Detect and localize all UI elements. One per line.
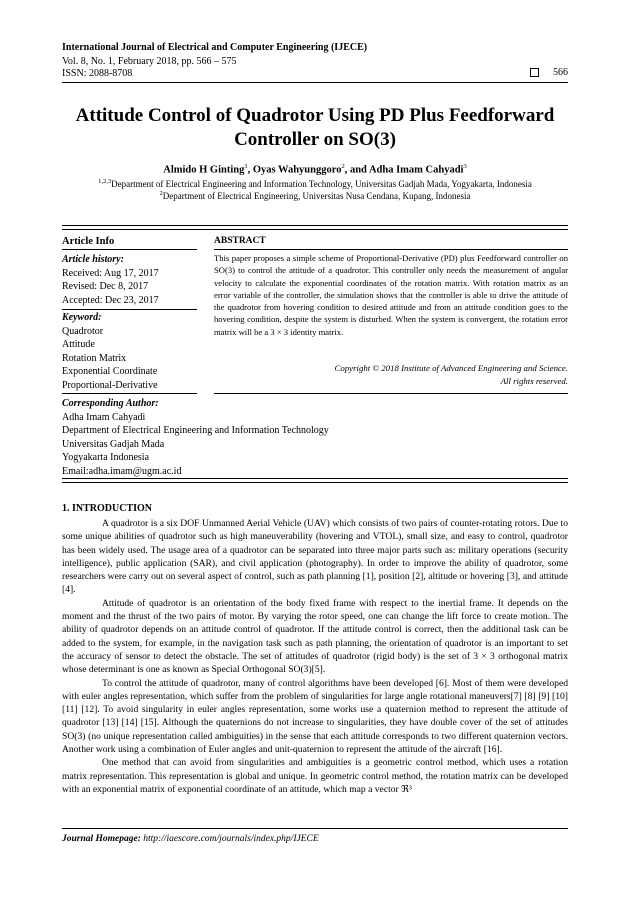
copyright-notice [214,362,568,387]
title-line-2: Controller on SO(3) [234,129,396,150]
paragraph: A quadrotor is a six DOF Unmanned Aerial Vehicle (UAV) which consists of two pairs of counter-rotating rotors. Due to some unique abilities of quadrotor such as high maneuverability (hovering and VTOL), small size, and easy to control, quadrotor has been widely used. The usage area of a quadrotor can be separated into three major parts such as: military operations (security intelligence), public application (SAR), and civil application (photography). In order to improve the ability of quadrotor, some researchers were carry out on several aspect of control, such as path planning [1], position [2], altitude or hovering [3], and attitude [4]. [62,518,568,596]
history-rule [62,309,197,310]
abstract-text: This paper proposes a simple scheme of Proportional-Derivative (PD) plus Feedforward controller on SO(3) to control the attitude of a quadrotor. This controller only needs the measurement of angular velocity to calculate the exponential coordinates of the rotation matrix. With rotation matrix as an error variable of the controller, the simulation shows that the controller is able to drive the attitude of the quadrotor from hovering condition to desired attitude and from an attitude condition goes to the hovering condition, despite the system is disturbed. When the system is convergent, the rotation error matrix will be a 3 × 3 identity matrix. [214,253,568,337]
history-label: Article history: [62,254,124,265]
footer-rule [62,828,568,829]
journal-name: International Journal of Electrical and Computer Engineering (IJECE) [62,42,368,53]
copyright-line-1: Copyright © 2018 Institute of Advanced Engineering and Science. [334,363,568,373]
copyright-line-2: All rights reserved. [500,375,568,386]
affiliation-sup: 2 [159,190,163,197]
corresponding-dept: Department of Electrical Engineering and Information Technology [62,425,329,436]
page-number: 566 [553,67,568,78]
section-heading: 1. INTRODUCTION [62,503,153,514]
keyword-label: Keyword: [62,312,102,323]
keyword-item: Quadrotor [62,325,104,337]
title-line-1: Attitude Control of Quadrotor Using PD Plus Feedforward [75,105,555,126]
keyword-item: Rotation Matrix [62,352,127,364]
author-separator: , and [344,164,369,176]
author-separator: , [247,164,253,176]
author-name: Almido H Ginting [163,164,245,176]
corresponding-author [62,397,568,478]
affiliation-1 [62,178,568,189]
author-name: Oyas Wahyunggoro [252,164,342,176]
article-info-title: Article Info [62,236,115,247]
header-rule [62,82,568,83]
info-bottom-rule [62,478,568,483]
section-body [62,517,568,796]
article-info [62,235,197,249]
abstract-title: ABSTRACT [214,236,266,246]
author-sup: 3 [463,163,467,170]
article-history [62,253,197,307]
article-info-rule [62,249,197,250]
corresponding-name: Adha Imam Cahyadi [62,411,146,423]
author-name: Adha Imam Cahyadi [368,164,464,176]
affiliation-sup: 1,2,3 [98,178,112,185]
keyword-item: Proportional-Derivative [62,379,158,391]
corresponding-email: Email:adha.imam@ugm.ac.id [62,465,182,477]
author-sup: 1 [244,163,248,170]
footer-url[interactable]: http://iaescore.com/journals/index.php/IJECE [143,834,319,844]
footer [62,834,319,844]
affiliation-text: Department of Electrical Engineering and Information Technology, Universitas Gadjah Mada, Yogyakarta, Indonesia [111,179,532,189]
corresponding-label: Corresponding Author: [62,398,159,409]
keyword-item: Attitude [62,339,95,350]
paper-title [62,104,568,152]
info-top-rule [62,225,568,230]
corresponding-univ: Universitas Gadjah Mada [62,438,165,450]
affiliation-text: Department of Electrical Engineering, Universitas Nusa Cendana, Kupang, Indonesia [162,191,471,201]
accepted-date: Accepted: Dec 23, 2017 [62,294,159,306]
corresponding-city: Yogyakarta Indonesia [62,452,150,463]
footer-label: Journal Homepage: [62,834,141,844]
journal-volume: Vol. 8, No. 1, February 2018, pp. 566 – 575 [62,56,237,67]
paragraph: Attitude of quadrotor is an orientation of the body fixed frame with respect to the inertial frame. It depends on the moment and the thrust of the two pairs of motor. By varying the rotor speed, one can change the lift force to create motion. The ability of quadrotor depends on an attitude control of quadrotor. If the attitude control is correct, then the additional task can be added to the system, for example, in the navigation task such as path planning, the orientation of quadrotor is an important to set the accuracy of sensor to detect the obstacle. The set of attitudes of quadrotor (rigid body) is the set of 3 × 3 orthogonal matrix whose determinant is one as known as Special Orthogonal SO(3)[5]. [62,597,568,676]
abstract-rule [214,249,568,250]
keywords [62,311,197,392]
revised-date: Revised: Dec 8, 2017 [62,281,149,292]
author-list [62,163,568,176]
page-number-area [530,67,568,78]
affiliation-2 [62,190,568,201]
paragraph: One method that can avoid from singularities and ambiguities is a geometric control method, which uses a rotation matrix representation. This representation is global and unique. In geometric control method, the rotation matrix can be developed with an exponential matrix of exponential coordinate of an attitude, which map a vector ℜ³ [62,757,568,795]
author-sup: 2 [341,163,345,170]
abstract [214,235,568,247]
journal-issn: ISSN: 2088-8708 [62,68,133,79]
keywords-rule [62,393,197,394]
square-icon [530,68,539,77]
keyword-item: Exponential Coordinate [62,366,158,377]
paragraph: To control the attitude of quadrotor, many of control algorithms have been developed [6]. Most of them were developed with euler angles representation, which suffer from the problem of singularities for large angle rotational maneuvers[7] [8] [9] [10][11] [12]. To avoid singularity in euler angles representation, some works use a quaternion method to represent the attitude of quadrotor [13] [14] [15]. Although the quaternions do not increase to singularities, they have double cover of the set of attitudes SO(3) (no unique representation called ambiguities) in the sense that each attitude corresponds to two different quaternion vectors. Another work using a combination of Euler angles and unit-quaternion to represent the attitude of the aircraft [16]. [62,677,568,756]
abstract-bottom-rule [214,393,568,394]
received-date: Received: Aug 17, 2017 [62,267,159,279]
